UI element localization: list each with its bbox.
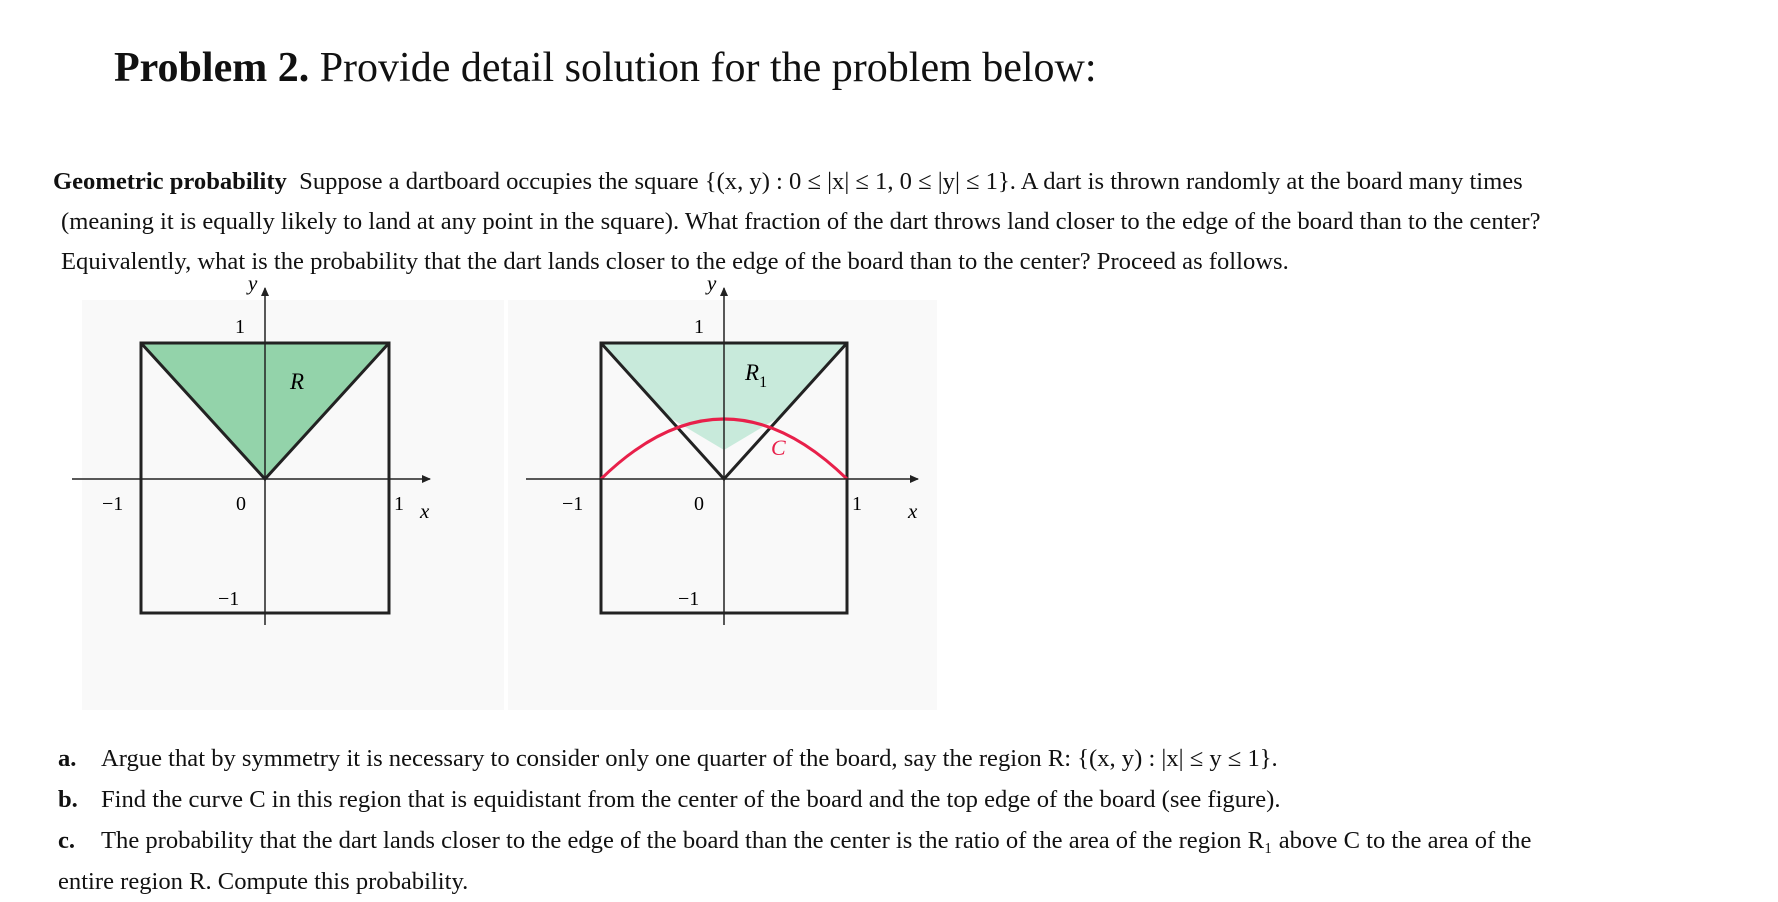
problem-intro [53, 162, 1753, 282]
y-tick-bottom: −1 [218, 588, 240, 610]
problem-heading-text: Provide detail solution for the problem below: [309, 45, 1097, 91]
figures [72, 271, 937, 710]
problem-heading [114, 44, 1097, 92]
origin-label: 0 [236, 493, 246, 515]
region-r-label: R [290, 369, 305, 394]
x-tick-right: 1 [852, 493, 862, 515]
part-a [58, 738, 1758, 779]
part-b [58, 779, 1758, 820]
origin-label: 0 [694, 493, 704, 515]
intro-line-2: (meaning it is equally likely to land at any point in the square). What fraction of the dart throws land closer to the edge of the board than to the center? [61, 208, 1541, 235]
figure-region-r1 [508, 271, 937, 710]
y-tick-top: 1 [235, 316, 245, 338]
part-b-text: Find the curve C in this region that is equidistant from the center of the board and the top edge of the board (see figure). [101, 786, 1281, 813]
x-axis-label: x [908, 499, 918, 523]
x-tick-left: −1 [562, 493, 584, 515]
part-c-text: The probability that the dart lands closer to the edge of the board than the center is the ratio of the area of the region R₁ above C to the area of the [101, 827, 1532, 854]
y-axis-label: y [248, 271, 258, 295]
problem-parts [58, 738, 1758, 902]
part-c [58, 820, 1758, 861]
part-a-text: Argue that by symmetry it is necessary to consider only one quarter of the board, say the region R: {(x, y) : |x| ≤ y ≤ 1}. [101, 745, 1278, 772]
y-axis-label: y [707, 271, 717, 295]
x-tick-left: −1 [102, 493, 124, 515]
figure-region-r [72, 271, 504, 710]
part-a-letter: a. [58, 745, 77, 772]
y-tick-top: 1 [694, 316, 704, 338]
curve-c-label: C [771, 435, 786, 460]
problem-number: Problem 2. [114, 45, 310, 91]
part-c-continued: entire region R. Compute this probability. [58, 868, 469, 895]
region-r1-subscript: 1 [759, 374, 768, 391]
region-r1-letter: R [745, 360, 760, 385]
intro-line-1 [53, 162, 1753, 202]
y-tick-bottom: −1 [678, 588, 700, 610]
part-b-letter: b. [58, 786, 78, 813]
part-c-letter: c. [58, 827, 76, 854]
intro-title: Geometric probability [53, 168, 287, 195]
x-tick-right: 1 [394, 493, 404, 515]
intro-line-3: Equivalently, what is the probability that the dart lands closer to the edge of the board than to the center? Proceed as follows. [61, 248, 1289, 275]
intro-text-1: Suppose a dartboard occupies the square {(x, y) : 0 ≤ |x| ≤ 1, 0 ≤ |y| ≤ 1}. A dart is thrown randomly at the board many times [299, 168, 1523, 195]
x-axis-label: x [420, 499, 430, 523]
